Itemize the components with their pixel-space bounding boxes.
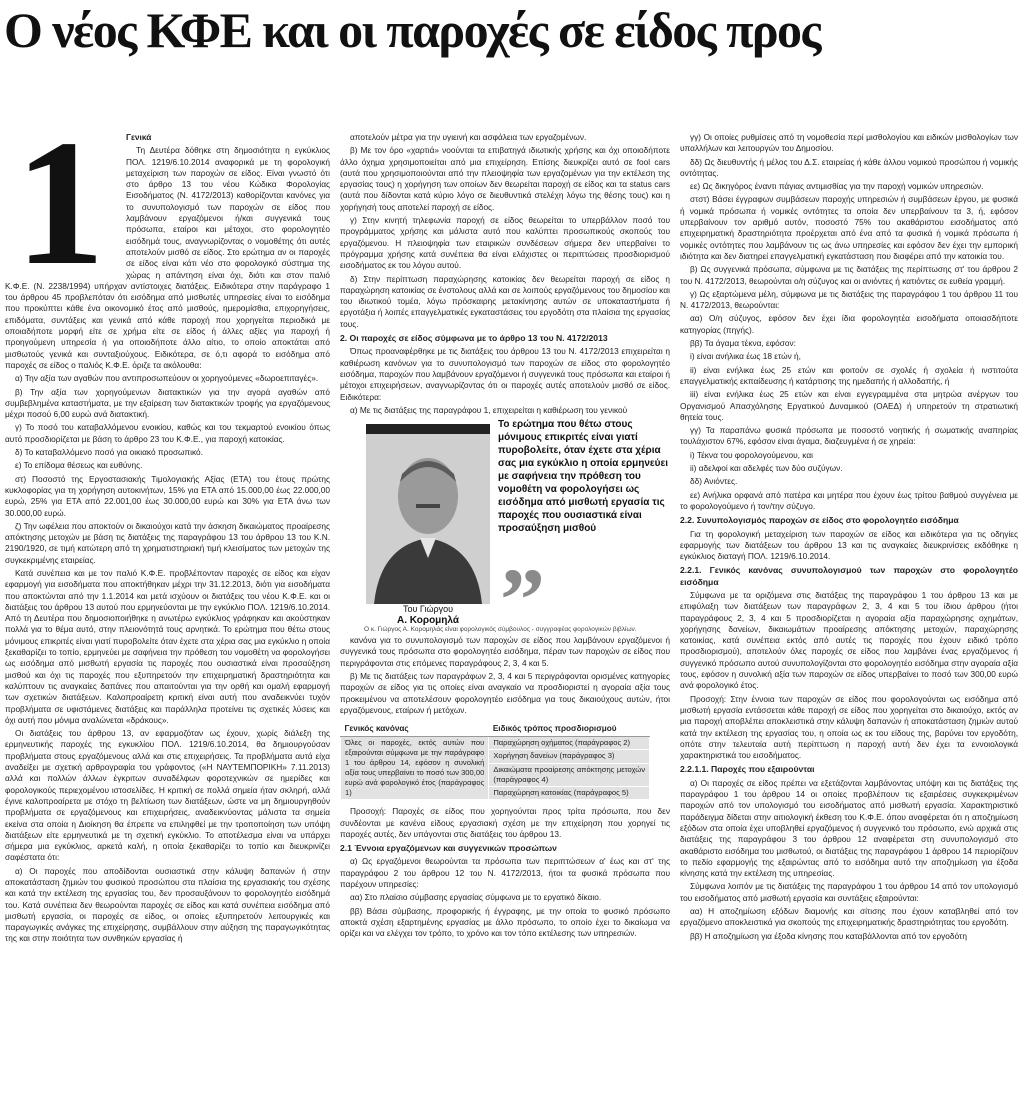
paragraph: i) Τέκνα του φορολογούμενου, και — [690, 449, 813, 460]
paragraph: γ) Στην κινητή τηλεφωνία παροχή σε είδος θεωρείται το υπερβάλλον ποσό του προγράμματος χρήσης και μάλιστα αυτό που καλύπτει προσωπικούς σκοπούς του εργαζόμενου. Η πλειοψηφία των εταιρικών συνδέσεων σήμερα δεν υπερβαίνει το πρόγραμμα χρήσης κατά συνέπεια θα είναι ελάχιστες οι περιπτώσεις προσδιορισμού εισοδήματος εκ του λόγου αυτού. — [340, 215, 670, 271]
paragraph: γ) Ως εξαρτώμενα μέλη, σύμφωνα με τις διατάξεις της παραγράφου 1 του άρθρου 11 του Ν. 4172/2013, θεωρούνται: — [680, 288, 1018, 311]
paragraph: Σύμφωνα λοιπόν με τις διατάξεις της παραγράφου 1 του άρθρου 14 από τον υπολογισμό του εισοδήματος από μισθωτή εργασία και συντάξεις εξαιρούνται: — [680, 881, 1018, 903]
paragraph: Οι διατάξεις του άρθρου 13, αν εφαρμοζόταν ως έχουν, χωρίς διάλεξη της ερμηνευτικής παροχές της εγκυκλίου ΠΟΛ. 1219/6.10.2014, θα δημιουργούσαν προβλήματα στους εργαζόμενους αλλά και στις επιχειρήσεις. Τα προβλήματα αυτά είχα αναδείξει με σχετική αρθρογραφία του γράφοντος («Η ΝΑΥΤΕΜΠΟΡΙΚΗ» 7.11.2013) αλλά και πολλών άλλων έγκριτων συναδέλφων φοροτεχνικών σε ημερίδες και φορολογικούς περιεχομένου ιστοσελίδες. Η κριτική σε πολλά σημεία ήταν σκληρή, αλλά έγινε καλοπροαίρετα με στόχο τη βελτίωση των διατάξεων, ώστε να μη δημιουργηθούν προβλήματα σε εργαζόμενους και επιχειρήσεις, αναδεικνύοντας μάλιστα τα σημεία εκείνα στα οποία η Διοίκηση θα έπρεπε να επιληφθεί με την τροποποίηση των υπόψη διατάξεων είτε ερμηνευτικά με τη σχετική εγκύκλιο. Το αποτέλεσμα είναι να υπάρχει σήμερα μια εγκύκλιος, αρκετά καλή, η οποία ξεκαθαρίζει το τοπίο και διευκρινίζει σαφέστατα ότι: — [5, 728, 330, 863]
section-heading: 2.1 Έννοια εργαζόμενων και συγγενικών προσώπων — [340, 843, 557, 854]
author-photo — [366, 424, 490, 604]
paragraph: δ) Στην περίπτωση παραχώρησης κατοικίας δεν θεωρείται παροχή σε είδος η παραχώρηση κατοικίας σε ένστολους αλλά και σε λοιπούς εργαζόμενους του δημοσίου και του ιδιωτικού τομέα, λόγω πρόσκαιρης μετακίνησης αυτών σε υποκαταστήματα ή εργοτάξια ή λοιπές επαγγελματικές εγκαταστάσεις του εργοδότη στα πλαίσια της εργασίας τους. — [340, 273, 670, 329]
list-item: στ) Ποσοστό της Εργοστασιακής Τιμολογιακής Αξίας (ΕΤΑ) του έτους πρώτης κυκλοφορίας για τη χορήγηση αυτοκινήτων, 15% για ΕΤΑ από 15.000,00 έως 22.000,00 ευρώ, 25% για ΕΤΑ από 22.001,00 έως 30.000,00 ευρώ και 30% για ΕΤΑ άνω των 30.000,00 ευρώ. — [5, 473, 330, 518]
section-heading: 2.2.1.1. Παροχές που εξαιρούνται — [680, 764, 815, 775]
paragraph: Τη Δευτέρα δόθηκε στη δημοσιότητα η εγκύκλιος ΠΟΛ. 1219/6.10.2014 αναφορικά με τη φορολογική μεταχείριση των παροχών σε είδος. Είναι γνωστό ότι στο άρθρο 13 του νέου Κώδικα Φορολογίας Εισοδήματος (Ν. 4172/2013) καθορίζονται κανόνες για το συνυπολογισμό των παροχών σε είδος που λαμβάνουν εργαζόμενοι ή/και συγγενικά τους πρόσωπα, εταίροι και μέτοχοι, στο φορολογητέο εισόδημά τους, αναγνωρίζοντας ο νομοθέτης ότι αυτές αποτελούν μισθό σε είδος. Στο ερώτημα αν οι παροχές σε είδος είναι κάτι νέο στο φορολογικό σύστημα της χώρας η απάντηση είναι όχι, διότι και στον παλιό Κ.Φ.Ε. (Ν. 2238/1994) υπήρχαν αντίστοιχες διατάξεις. Ειδικότερα στην παράγραφο 1 του άρθρου 45 προβλεπόταν ότι εισόδημα από μισθωτές υπηρεσίες είναι το εισόδημα που προκύπτει κάθε ένα οικονομικό έτος από μισθούς, ημερομίσθια, επιχορηγήσεις, επιδόματα, συντάξεις και γενικά από κάθε παροχή που χορηγείται περιοδικά με οποιαδήποτε μορφή είτε σε χρήμα είτε σε είδος ή άλλες αξίες για παροχή ή προηγούμενη υπηρεσία ή για οποιοδήποτε άλλο αίτιο, το οποίο αποκτάται από μισθωτούς γενικά και συνταξιούχους. Ειδικότερα, σε ό,τι αφορά το εισόδημα από παροχές σε είδος ο παλιός Κ.Φ.Ε. όριζε τα ακόλουθα: — [5, 145, 330, 370]
table-header-general: Γενικός κανόνας — [341, 722, 489, 737]
paragraph: γγ) Τα παραπάνω φυσικά πρόσωπα με ποσοστό νοητικής ή σωματικής αναπηρίας τουλάχιστον 67%, εφόσον είναι άγαμα, διαζευγμένα ή σε χηρεία: — [680, 425, 1018, 447]
table-header-special: Ειδικός τρόπος προσδιορισμού — [489, 722, 650, 737]
paragraph: ββ) Βάσει σύμβασης, προφορικής ή έγγραφης, με την οποία το φυσικό πρόσωπο αποκτά σχέση εξαρτημένης εργασίας με άλλο πρόσωπο, το οποίο έχει το δικαίωμα να ορίζει και να ελέγχει τον τρόπο, το χρόνο και τον τόπο εκτέλεσης των υπηρεσιών. — [340, 905, 670, 939]
article-column-1 — [5, 132, 330, 1090]
paragraph: i) είναι ανήλικα έως 18 ετών ή, — [690, 351, 801, 362]
author-name: Α. Κορομηλά — [397, 615, 459, 627]
paragraph: Για τη φορολογική μεταχείριση των παροχών σε είδος και ειδικότερα για τις οδηγίες εφαρμογής των διατάξεων του άρθρου 13 και τις αναγκαίες διευκρινίσεις εκδόθηκε η εγκύκλιος διαταγή ΠΟΛ. 1219/6.10.2014. — [680, 528, 1018, 562]
list-item: ε) Το επίδομα θέσεως και ευθύνης. — [15, 460, 143, 471]
paragraph: αα) Στο πλαίσιο σύμβασης εργασίας σύμφωνα με το εργατικό δίκαιο. — [350, 892, 602, 903]
paragraph: στστ) Βάσει έγγραφων συμβάσεων παροχής υπηρεσιών ή συμβάσεων έργου, με φυσικά ή νομικά πρόσωπα ή νομικές οντότητες τα οποία δεν υπερβαίνουν τα 3, ή, εφόσον υπερβαίνουν τον αριθμό αυτόν, ποσοστό 75% του ακαθάριστου εισοδήματος από επιχειρηματική δραστηριότητα προέρχεται από ένα από τα φυσικά ή νομικά πρόσωπα ή νομικές οντότητες που λαμβάνουν τις ως άνω υπηρεσίες και εφόσον δεν έχει την εμπορική ιδιότητα και δεν διατηρεί επαγγελματική εγκατάσταση που διαφέρει από την κατοικία του. — [680, 194, 1018, 261]
article-column-2 — [340, 132, 670, 1090]
paragraph: ββ) Η αποζημίωση για έξοδα κίνησης που καταβάλλονται από τον εργοδότη — [690, 930, 967, 941]
table-cell-special: Παραχώρηση κατοικίας (παράγραφος 5) — [489, 786, 650, 799]
section-drop-number: 1 — [15, 132, 105, 302]
paragraph: Όπως προαναφέρθηκε με τις διατάξεις του άρθρου 13 του Ν. 4172/2013 επιχειρείται η καθιέρωση κανόνων για το συνυπολογισμό των παροχών σε είδος στο φορολογητέο εισόδημα, παροχών που λαμβάνουν εργαζόμενοι ή συγγενικά τους πρόσωπα και εταίροι ή μέτοχοι επιχειρήσεων, αναγνωρίζοντας ότι οι παροχές αυτές αποτελούν μισθό σε είδος. Ειδικότερα: — [340, 346, 670, 402]
paragraph: δδ) Ως διευθυντής ή μέλος του Δ.Σ. εταιρείας ή κάθε άλλου νομικού προσώπου ή νομικής οντότητας. — [680, 156, 1018, 178]
paragraph: β) Με τις διατάξεις των παραγράφων 2, 3, 4 και 5 περιγράφονται ορισμένες κατηγορίες παροχών σε είδος για τις οποίες είναι αναγκαίο να προσδιοριστεί η αγοραία αξία τους προκειμένου να αποτελέσουν φορολογητέο εισόδημα για τους δικαιούχους αυτών, ήτοι εργαζόμενους, εταίρων ή μετόχων. — [340, 671, 670, 715]
paragraph: γγ) Οι οποίες ρυθμίσεις από τη νομοθεσία περί μισθολογίου και ειδικών μισθολογίων των υπαλλήλων και λειτουργών του Δημοσίου. — [680, 132, 1018, 154]
paragraph: Κατά συνέπεια και με τον παλιό Κ.Φ.Ε. προβλέπονταν παροχές σε είδος και είχαν εφαρμογή για εισοδήματα που αποκτήθηκαν μέχρι την 31.12.2013, διότι για εισοδήματα που αποκτώνται από την 1.1.2014 και μετά ισχύουν οι διατάξεις του νέου Κ.Φ.Ε. και οι διατάξεις του άρθρου 13 αυτού που ερμηνεύονται με την εγκύκλιο ΠΟΛ. 1219/6.10.2014. Από τη Δευτέρα που δημοσιοποιήθηκε η ανωτέρω εγκύκλιος γράφηκαν και ακούστηκαν πολλά για το θέμα αυτό, στην πλειονότητά τους αρνητικά. Το ερώτημα που θέτω στους μόνιμους επικριτές είναι γιατί πυροβολείτε όταν έχετε στα χέρια σας μια εγκύκλιο η οποία ξεκαθαρίζει το τοπίο, ερμηνεύει με σαφήνεια την πρόθεση του νομοθέτη να φορολογήσει ως εισόδημα από μισθωτή εργασία τις παροχές που ουσιαστικά είναι προσαύξηση μισθού και όχι τις παροχές που εξυπηρετούν την επιχειρηματική δραστηριότητα και καλύπτουν τις αναγκαίες δαπάνες που απαιτούνται για την ορθή και ομαλή εφαρμογή των σχετικών διατάξεων. Καλοπροαίρετη κριτική είναι αυτή που αναδεικνύει τυχόν προβλήματα σε υφιστάμενες διατάξεις και παράλληλα προτείνει τις σχετικές λύσεις και όχι αυτή που μόνιμα αναλώνεται «δράκους». — [5, 567, 330, 725]
table-cell-special: Δικαιώματα προαίρεσης απόκτησης μετοχών (παράγραφος 4) — [489, 763, 650, 786]
paragraph: αα) Η αποζημίωση εξόδων διαμονής και σίτισης που έχουν καταβληθεί από τον εργαζόμενο αποκλειστικά για σκοπούς της επιχειρηματικής δραστηριότητας του εργοδότη. — [680, 906, 1018, 928]
section-heading: 2.2.1. Γενικός κανόνας συνυπολογισμού των παροχών στο φορολογητέο εισόδημα — [680, 565, 1018, 587]
paragraph: Προσοχή: Παροχές σε είδος που χορηγούνται προς τρίτα πρόσωπα, που δεν συνδέονται με κανένα είδους εργασιακή σχέση με την επιχείρηση που χορηγεί τις παροχές αυτές, δεν υπάγονται στις διατάξεις του άρθρου 13. — [340, 806, 670, 839]
paragraph: α) Ως εργαζόμενοι θεωρούνται τα πρόσωπα των περιπτώσεων α' έως και στ' της παραγράφου 2 του άρθρου 12 του Ν. 4172/2013, ήτοι τα φυσικά πρόσωπα που παρέχουν υπηρεσίες: — [340, 856, 670, 889]
section-kicker: Γενικά — [126, 132, 152, 142]
list-item: β) Την αξία των χορηγούμενων διατακτικών για την αγορά αγαθών από συμβεβλημένα καταστήματα, με την εξαίρεση των διατακτικών τροφής για εργαζόμενους μέχρι ποσού 6,00 ευρώ ανά διατακτική. — [5, 386, 330, 420]
list-item: δ) Το καταβαλλόμενο ποσό για οικιακό προσωπικό. — [15, 447, 203, 458]
table-cell-special: Χορήγηση δανείων (παράγραφος 3) — [489, 750, 650, 763]
paragraph: Σύμφωνα με τα οριζόμενα στις διατάξεις της παραγράφου 1 του άρθρου 13 και με επιφύλαξη των διατάξεων των παραγράφων 2, 3, 4 και 5 του ίδιου άρθρου (ήτοι παραγράφους 2, 3, 4 και 5 προσδιορίζεται η αγοραία αξία παραχώρησης οχημάτων, χορήγησης δανείων, δικαιωμάτων προαίρεσης απόκτησης μετοχών, παραχώρησης κατοικίας, κατά συνέπεια εκτός από αυτές τις παροχές που έχουν ειδικό τρόπο προσδιορισμού), αποτελούν όλες παροχές σε είδος που λαμβάνει ένας εργαζόμενος ή συγγενικό πρόσωπο αυτού συνυπολογίζονται στο φορολογητέο εισόδημα στην αγοραία αξία τους, εφόσον η συνολική αξία των παροχών σε είδος υπερβαίνει το ποσό των 300,00 ευρώ ανά φορολογικό έτος. — [680, 589, 1018, 691]
paragraph: β) Με τον όρο «χαρτιά» νοούνται τα επιβατηγά ιδιωτικής χρήσης και όχι οποιοδήποτε άλλο όχημα χρησιμοποιείται από μια επιχείρηση. Επίσης διευκρίζει αυτό σε fool cars (αυτά που χρησιμοποιούνται από την πλειοψηφία των εργαζομένων για την εκτέλεση της εργασίας τους) η χορήγηση των οποίων δεν θεωρείται παροχή σε είδος και τα status cars (αυτά που δίδονται κατά κύριο λόγο σε διευθυντικά στελέχη λόγω της θέσης τους) και η χορήγησή τους αποτελεί παροχή σε είδος. — [340, 145, 670, 212]
list-item: α) Την αξία των αγαθών που αντιπροσωπεύουν οι χορηγούμενες «δωροεπιταγές». — [15, 373, 319, 384]
table-cell-general: Όλες οι παροχές, εκτός αυτών που εξαιρούνται σύμφωνα με την παράγραφο 1 του άρθρου 14, εφόσον η συνολική αξία τους υπερβαίνει το ποσό των 300,00 ευρώ ανά φορολογικό έτος (παράγραφος 1) — [341, 737, 489, 800]
pull-quote: Το ερώτημα που θέτω στους μόνιμους επικριτές είναι γιατί πυροβολείτε, όταν έχετε στα χέρια σας μια εγκύκλιο η οποία ερμηνεύει με σαφήνεια την πρόθεση του νομοθέτη να φορολογήσει ως εισόδημα από μισθωτή εργασία τις παροχές που ουσιαστικά είναι προσαύξηση μισθού — [498, 419, 669, 535]
paragraph: iii) είναι ενήλικα έως 25 ετών και είναι εγγεγραμμένα στα μητρώα ανέργων του Οργανισμού Απασχόλησης Εργατικού Δυναμικού (ΟΑΕΔ) ή υπηρετούν τη στρατιωτική θητεία τους. — [680, 389, 1018, 422]
table-cell-special: Παραχώρηση οχήματος (παράγραφος 2) — [489, 737, 650, 750]
paragraph: ii) είναι ενήλικα έως 25 ετών και φοιτούν σε σχολές ή σχολεία ή ινστιτούτα επαγγελματικής εκπαίδευσης ή κατάρτισης της ημεδαπής ή αλλοδαπής, ή — [680, 364, 1018, 386]
paragraph: α) Οι παροχές σε είδος πρέπει να εξετάζονται λαμβάνοντας υπόψη και τις διατάξεις της παραγράφου 1 του άρθρου 14 οι οποίες προβλέπουν τις εξαιρέσεις συγκεκριμένων παροχών από τον υπολογισμό του εισοδήματος από μισθωτή εργασία. Χαρακτηριστικό παράδειγμα δίδεται στην αιτιολογική έκθεση του Κ.Φ.Ε. όπου αναφέρεται ότι η αποζημίωση εξόδων στα οποία έχει υποβληθεί εργαζόμενος ή συγγενικό του πρόσωπο, ενώ αρχικά στις διατάξεις της παραγράφου 3 του άρθρου 12 αναφέρεται στη συνυπολογισμό στο ακαθάριστο εισόδημα του μισθωτού, οι διατάξεις της παραγράφου 1 άρθρου 14 περιορίζουν το πεδίο εφαρμογής της εξαιρώντας από το εισόδημα αυτό την αποζημίωση για έξοδα κίνησης κατά την εκτέλεση της υπηρεσίας. — [680, 777, 1018, 879]
author-quote-block — [340, 419, 670, 651]
section-heading: 2.2. Συνυπολογισμός παροχών σε είδος στο φορολογητέο εισόδημα — [680, 515, 959, 526]
list-item: γ) Το ποσό του καταβαλλόμενου ενοικίου, καθώς και του τεκμαρτού ενοικίου όπως αυτό προσδιορίζεται με βάση το άρθρο 23 του Κ.Φ.Ε., για παροχή κατοικίας. — [5, 422, 330, 444]
author-portrait-icon — [366, 434, 490, 604]
paragraph: αα) Ο/η σύζυγος, εφόσον δεν έχει ίδια φορολογητέα εισοδήματα οποιασδήποτε κατηγορίας (πηγής). — [680, 313, 1018, 335]
paragraph: εε) Ως δικηγόρος έναντι πάγιας αντιμισθίας για την παροχή νομικών υπηρεσιών. — [690, 181, 984, 192]
article-column-3 — [680, 132, 1018, 1090]
paragraph: ββ) Τα άγαμα τέκνα, εφόσον: — [690, 338, 796, 349]
author-bio: Ο κ. Γιώργος Α. Κορομηλάς είναι φορολογικός σύμβουλος - συγγραφέας φορολογικών βιβλίων. — [364, 626, 637, 634]
paragraph: δδ) Ανιόντες. — [690, 476, 738, 487]
article-headline: Ο νέος ΚΦΕ και οι παροχές σε είδος προς — [4, 2, 820, 58]
paragraph: κανόνα για το συνυπολογισμό των παροχών σε είδος που λαμβάνουν εργαζόμενοι ή συγγενικά τους πρόσωπα στο φορολογητέο εισόδημα, πέραν των παροχών σε είδος που περιγράφονται στις επόμενες παραγράφους 2, 3, 4 και 5. — [340, 635, 670, 668]
list-item: ζ) Την ωφέλεια που αποκτούν οι δικαιούχοι κατά την άσκηση δικαιώματος προαίρεσης απόκτησης μετοχών με βάση τις διατάξεις της παραγράφου 13 του άρθρου 13 του Κ.Ν. 2190/1920, σε τιμή κατώτερη από τη χρηματιστηριακή τιμή κλεισίματος των μετοχών της συγκεκριμένης εταιρείας. — [5, 520, 330, 565]
paragraph: α) Οι παροχές που αποδίδονται ουσιαστικά στην κάλυψη δαπανών ή στην αποκατάσταση ζημιών του φυσικού προσώπου στα πλαίσια της εργασιακής του σχέσης και κατά την εκτέλεση της εργασίας του, δεν προσαυξάνουν το φορολογητέο εισόδημά του. Κατά συνέπεια δεν θεωρούνται παροχές σε είδος και κατά συνέπεια εισόδημα από μισθωτή εργασία, οι παροχές σε είδος, οι οποίες εξυπηρετούν λειτουργικές και παραγωγικές ανάγκες της επιχείρησης, συμβάλλουν στην αύξηση της παραγωγικότητας της και στην ποιότητα των συνθηκών εργασίας ή — [5, 865, 330, 944]
author-byline — [366, 604, 490, 626]
paragraph: α) Με τις διατάξεις της παραγράφου 1, επιχειρείται η καθιέρωση του γενικού — [350, 404, 628, 415]
quote-marks-icon: ” — [500, 551, 545, 651]
photo-top-stripe — [366, 424, 490, 434]
rules-table — [340, 722, 650, 800]
section-heading: 2. Οι παροχές σε είδος σύμφωνα με το άρθρο 13 του Ν. 4172/2013 — [340, 333, 608, 344]
byline-prefix: Του Γιώργου — [402, 604, 454, 615]
paragraph: ii) αδελφοί και αδελφές των δύο συζύγων. — [690, 463, 843, 474]
paragraph: Προσοχή: Στην έννοια των παροχών σε είδος που φορολογούνται ως εισόδημα από μισθωτή εργασία εντάσσεται κάθε παροχή σε είδος που χορηγείται στο δικαιούχο, εκτός αν μια παροχή αποβλέπει αποκλειστικά στην κάλυψη δαπανών ή αποκατάσταση ζημιών αυτού κατά την εκτέλεση της εργασίας του, η οποία ως εκ του είδους της, βαρύνει τον εργοδότη, οπότε στην τελευταία αυτή περίπτωση η παροχή αυτή δεν έχει τα εννοιολογικά χαρακτηριστικά του εισοδήματος. — [680, 693, 1018, 761]
paragraph: εε) Ανήλικα ορφανά από πατέρα και μητέρα που έχουν έως τρίτου βαθμού συγγένεια με το φορολογούμενο ή τον/την σύζυγο. — [680, 489, 1018, 511]
paragraph: αποτελούν μέτρα για την υγιεινή και ασφάλεια των εργαζομένων. — [350, 132, 587, 142]
table-row — [341, 737, 650, 750]
paragraph: β) Ως συγγενικά πρόσωπα, σύμφωνα με τις διατάξεις της περίπτωσης στ' του άρθρου 2 του Ν. 4172/2013, θεωρούνται ο/η σύζυγος και οι ανιόντες ή κατιόντες σε ευθεία γραμμή. — [680, 264, 1018, 286]
